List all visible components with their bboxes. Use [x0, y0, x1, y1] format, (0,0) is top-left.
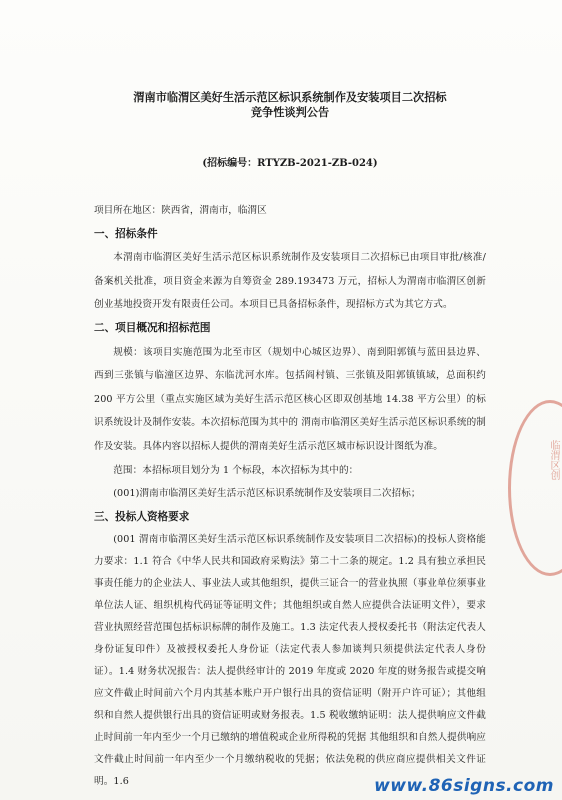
- section-heading-3: 三、投标人资格要求: [94, 510, 190, 523]
- document-title-line2: 竞争性谈判公告: [250, 105, 330, 119]
- section1-body: 本渭南市临渭区美好生活示范区标识系统制作及安装项目二次招标已由项目审批/核准/备案机关批准，项目资金来源为自筹资金 289.193473 万元，招标人为渭南市临渭区创新创业基地投资开发有限责任公司。本项目已具备招标条件，现招标方式为其它方式。: [94, 252, 486, 311]
- section-heading-1: 一、招标条件: [94, 227, 158, 240]
- red-seal-text: 临渭区创: [548, 440, 559, 480]
- section3-body: (001 渭南市临渭区美好生活示范区标识系统制作及安装项目二次招标)的投标人资格能力要求：1.1 符合《中华人民共和国政府采购法》第二十二条的规定。1.2 具有独立承担民事责任能力的企业法人、事业法人或其他组织，提供三证合一的营业执照（事业单位须事业单位法人证、组织机构代码证等证明文件；其他组织或自然人应提供合法证明文件），要求营业执照经营范围包括标识标牌的制作及施工。1.3 法定代表人授权委托书（附法定代表人身份证复印件）及被授权委托人身份证（法定代表人参加谈判只须提供法定代表人身份证）。1.4 财务状况报告：法人提供经审计的 2019 年度或 2020 年度的财务报告或提交响应文件截止时间前六个月内其基本账户开户银行出具的资信证明（附开户许可证）；其他组织和自然人提供银行出具的资信证明或财务报表。1.5 税收缴纳证明：法人提供响应文件截止时间前一年内至少一个月已缴纳的增值税或企业所得税的凭据 其他组织和自然人提供响应文件截止时间前一年内至少一个月缴纳税收的凭据；依法免税的供应商应提供相关文件证明。1.6: [94, 534, 486, 788]
- site-watermark: www.86signs.com: [374, 776, 554, 796]
- section2-scale: 规模：该项目实施范围为北至市区（规划中心城区边界）、南到阳郭镇与蓝田县边界、西到三张镇与临潼区边界、东临沋河水库。包括阎村镇、三张镇及阳郭镇镇域，总面积约 200 平方公里（重点实施区域为美好生活示范区核心区即双创基地 14.38 平方公里）的标识系统设计及制作安装。本次招标范围为其中的 渭南市临渭区美好生活示范区标识系统的制作及安装。具体内容以招标人提供的渭南美好生活示范区城市标识设计图纸为准。: [94, 346, 486, 452]
- section2-lot: (001)渭南市临渭区美好生活示范区标识系统制作及安装项目二次招标；: [113, 488, 421, 500]
- section-heading-2: 二、项目概况和招标范围: [94, 321, 211, 334]
- tender-number: (招标编号：RTYZB-2021-ZB-024): [202, 158, 378, 169]
- document-title-line1: 渭南市临渭区美好生活示范区标识系统制作及安装项目二次招标: [133, 90, 447, 104]
- document-content: [94, 90, 486, 793]
- red-seal-stamp: [508, 400, 562, 576]
- project-location: 项目所在地区：陕西省，渭南市，临渭区: [94, 205, 267, 216]
- section2-scope: 范围：本招标项目划分为 1 个标段，本次招标为其中的：: [113, 464, 359, 476]
